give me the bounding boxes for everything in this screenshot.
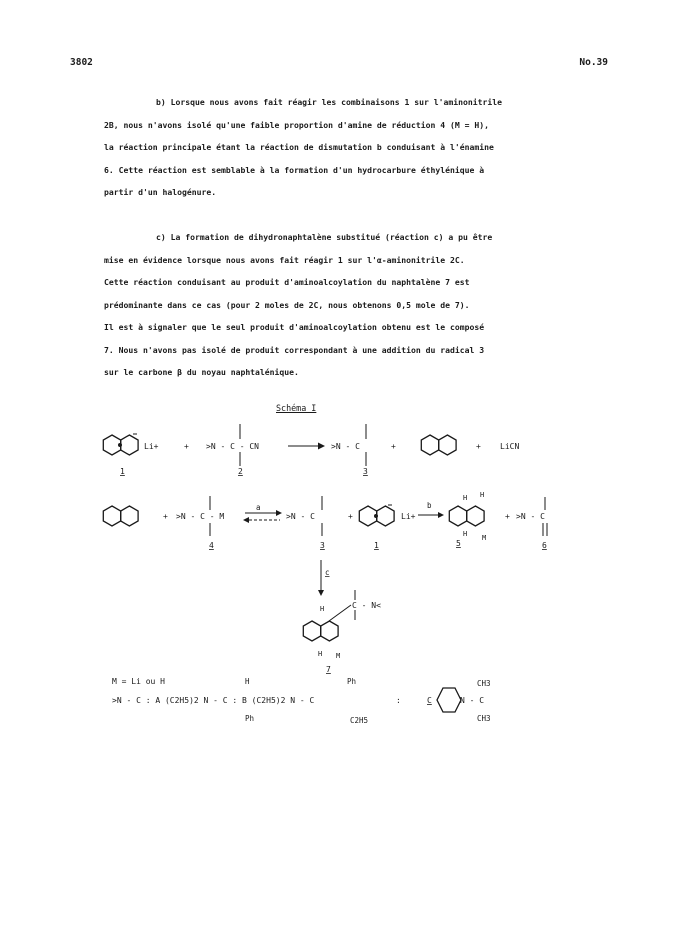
product-7-structure-icon: [303, 590, 355, 660]
paragraph-c-line: mise en évidence lorsque nous avons fait réagir 1 sur l'α-aminonitrile 2C.: [104, 254, 465, 265]
arrow-head: [318, 590, 324, 596]
reagent-aminonitrile: >N - C - CN: [206, 442, 259, 451]
radical-product: >N - C: [331, 442, 360, 451]
paragraph-c-line: sur le carbone β du noyau naphtalénique.: [104, 367, 299, 377]
plus-sign: +: [391, 442, 396, 451]
structure-c-label: C: [427, 696, 432, 705]
reaction-arrow-head: [318, 443, 325, 450]
paragraph-c-line: Cette réaction conduisant au produit d'aminoalcoylation du naphtalène 7 est: [104, 277, 470, 287]
paragraph-b-line: 6. Cette réaction est semblable à la formation d'un hydrocarbure éthylénique à: [104, 164, 485, 175]
page-number: 3802: [70, 57, 93, 68]
piperidine-ring-icon: [437, 688, 461, 712]
compound-label: 4: [209, 541, 214, 550]
plus-sign: +: [184, 442, 189, 451]
compound-label: 3: [320, 541, 325, 550]
naphthalene-icon: [103, 506, 138, 526]
paragraph-b-line: 2B, nous n'avons isolé qu'une faible proportion d'amine de réduction 4 (M = H),: [104, 119, 489, 130]
paragraph-c-line: prédominante dans ce cas (pour 2 moles de 2C, nous obtenons 0,5 mole de 7).: [104, 299, 470, 310]
compound-label: 1: [120, 467, 125, 476]
svg-text:M: M: [336, 652, 341, 660]
plus-sign: +: [505, 512, 510, 521]
li-plus: Li+: [144, 442, 159, 451]
svg-text:M: M: [482, 534, 487, 542]
arrow-head: [438, 512, 444, 518]
naphthalene-radical-anion-icon: [359, 505, 394, 526]
compound-label: 3: [363, 467, 368, 476]
naphthalene-icon: [421, 435, 456, 455]
li-plus: Li+: [401, 512, 416, 521]
plus-sign: +: [163, 512, 168, 521]
enamine-6: >N - C: [516, 512, 545, 521]
amine-4: >N - C - M: [176, 512, 225, 521]
compound-label: 6: [542, 541, 547, 550]
compound-label: 1: [374, 541, 379, 550]
plus-sign: +: [476, 442, 481, 451]
arrow-head: [276, 510, 282, 516]
naphthalene-radical-anion-icon: [103, 434, 138, 455]
definition-structures: >N - C : A (C2H5)2 N - C : B (C2H5)2 N - C: [112, 696, 315, 705]
arrow-head: [243, 517, 249, 523]
paragraph-c-line: 7. Nous n'avons pas isolé de produit correspondant à une addition du radical 3: [104, 344, 485, 355]
paragraph-c-line: Il est à signaler que le seul produit d'aminoalcoylation obtenu est le composé: [104, 322, 485, 332]
svg-text:H: H: [463, 494, 468, 502]
product-7-group: C - N<: [352, 601, 381, 610]
compound-label: 2: [238, 467, 243, 476]
m-definition: M = Li ou H: [112, 677, 165, 686]
svg-text:H: H: [320, 605, 325, 613]
journal-issue: No.39: [579, 57, 608, 68]
paragraph-b-line: partir d'un halogénure.: [104, 187, 217, 197]
ph-label: Ph: [347, 677, 357, 686]
ph-label: Ph: [245, 714, 255, 723]
svg-text:H: H: [318, 650, 323, 658]
licn: LiCN: [500, 442, 520, 451]
svg-text:H: H: [480, 491, 485, 499]
c2h5-label: C2H5: [350, 716, 369, 725]
svg-text:H: H: [463, 530, 468, 538]
paragraph-b-line: la réaction principale étant la réaction de dismutation b conduisant à l'énamine: [104, 142, 494, 152]
arrow-c-label: c: [325, 568, 330, 577]
ch3-label: CH3: [477, 714, 491, 723]
piperidine-group: N - C: [460, 696, 485, 705]
compound-label: 7: [326, 665, 331, 674]
plus-sign: +: [348, 512, 353, 521]
radical-3: >N - C: [286, 512, 315, 521]
arrow-b-label: b: [427, 501, 432, 510]
arrow-a-label: a: [256, 503, 261, 512]
ch3-label: CH3: [477, 679, 491, 688]
compound-label: 5: [456, 539, 461, 548]
dihydronaphthalene-icon: [449, 491, 486, 542]
separator: :: [396, 696, 401, 705]
scheme-title: Schéma I: [276, 403, 317, 413]
h-label: H: [245, 677, 250, 686]
paragraph-c-line: c) La formation de dihydronaphtalène substitué (réaction c) a pu être: [156, 232, 493, 242]
paragraph-b-line: b) Lorsque nous avons fait réagir les combinaisons 1 sur l'aminonitrile: [156, 97, 502, 107]
